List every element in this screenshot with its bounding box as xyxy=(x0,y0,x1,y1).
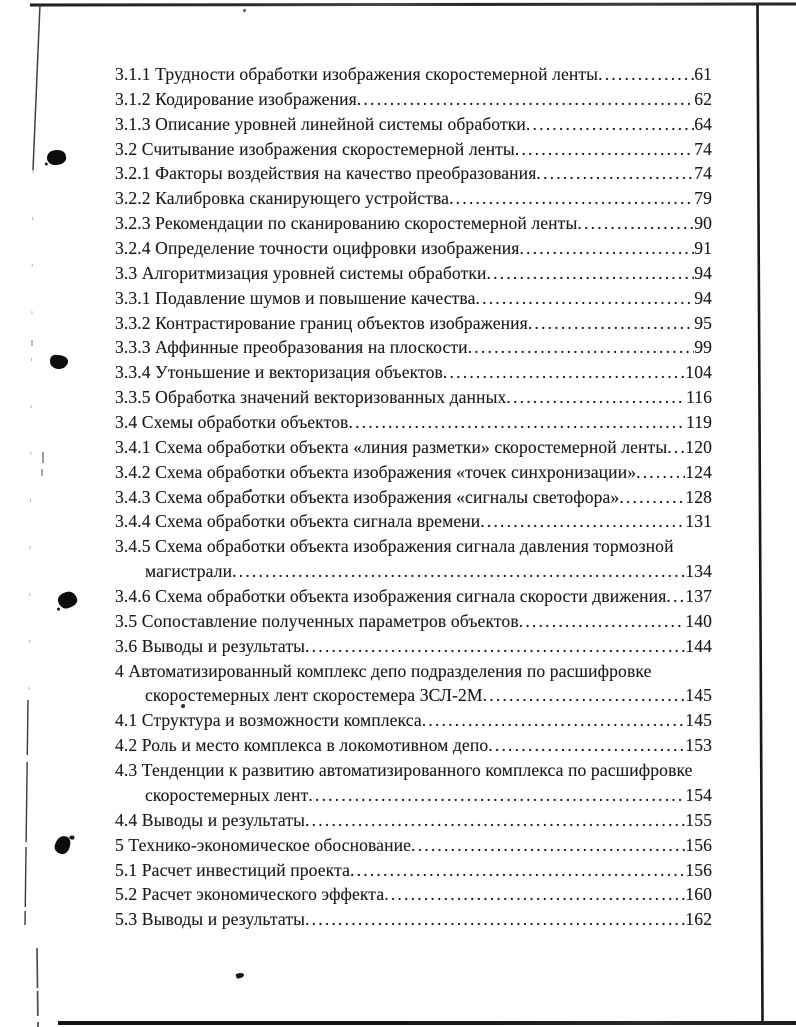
toc-entry-page: 128 xyxy=(685,486,712,507)
toc-entry-text: 3.1.1 Трудности обработки изображения скоростемерной ленты xyxy=(115,64,599,84)
toc-entry-page: 74 xyxy=(694,163,712,184)
toc-entry-text: 3.1.3 Описание уровней линейной системы обработки xyxy=(115,113,526,134)
toc-entry-page: 124 xyxy=(685,461,712,482)
toc-entry-page: 95 xyxy=(694,312,712,333)
dot-leader xyxy=(480,509,685,534)
scan-border-left-bottom xyxy=(37,948,38,1027)
dot-leader xyxy=(422,708,686,733)
toc-line xyxy=(115,410,712,435)
toc-line xyxy=(115,211,712,236)
toc-entry-page: 131 xyxy=(685,511,712,532)
dot-leader xyxy=(476,286,695,311)
toc-entry-page: 62 xyxy=(694,88,712,109)
toc-entry-page: 90 xyxy=(694,213,712,234)
toc-entry-page: 156 xyxy=(685,834,712,855)
scan-tick-mark xyxy=(42,452,44,463)
toc-entry-text: 5.3 Выводы и результаты xyxy=(115,909,306,930)
toc-entry-page: 79 xyxy=(694,188,712,209)
dot-leader xyxy=(506,385,686,410)
toc-entry-text: 3.4.3 Схема обработки объекта изображения «сигналы светофора» xyxy=(115,486,620,507)
dot-leader xyxy=(308,783,685,808)
toc-line xyxy=(115,882,712,907)
toc-entry-text: 4.3 Тенденции к развитию автоматизированного комплекса по расшифровке xyxy=(115,760,693,781)
dot-leader xyxy=(598,62,694,87)
toc-line xyxy=(115,261,712,286)
toc-line xyxy=(115,236,712,261)
dot-leader xyxy=(384,882,685,907)
toc-line xyxy=(115,683,712,708)
toc-entry-text: 3.4.2 Схема обработки объекта изображения «точек синхронизации» xyxy=(115,461,637,482)
toc-entry-text: магистрали xyxy=(145,561,233,582)
dot-leader xyxy=(515,137,694,162)
toc-entry-text: 3.2.1 Факторы воздействия на качество преобразования xyxy=(115,163,537,184)
dot-leader xyxy=(526,112,694,137)
toc-entry-text: 5 Технико-экономическое обоснование xyxy=(115,834,412,855)
toc-entry-page: 120 xyxy=(685,436,712,457)
toc-line xyxy=(115,186,712,211)
toc-line xyxy=(115,783,712,808)
toc-line xyxy=(115,534,712,559)
dot-leader xyxy=(468,335,695,360)
toc-entry-text: 5.2 Расчет экономического эффекта xyxy=(115,884,385,905)
toc-entry-page: 155 xyxy=(685,809,712,830)
toc-entry-page: 91 xyxy=(694,238,712,259)
toc-entry-text: 3.3.2 Контрастирование границ объектов изображения xyxy=(115,312,528,333)
toc-entry-page: 116 xyxy=(685,387,712,408)
toc-line xyxy=(115,509,712,534)
toc-entry-page: 144 xyxy=(685,635,712,656)
toc-entry-page: 154 xyxy=(685,784,712,805)
toc-entry-page: 134 xyxy=(685,561,712,582)
toc-entry-page: 137 xyxy=(685,586,712,607)
toc-entry-page: 162 xyxy=(685,909,712,930)
dot-leader xyxy=(357,87,694,112)
toc-entry-page: 145 xyxy=(685,710,712,731)
toc-entry-text: 3.3.4 Утоньшение и векторизация объектов xyxy=(115,362,443,383)
scan-speck xyxy=(243,9,246,12)
dot-leader xyxy=(666,584,685,609)
scan-tick-mark xyxy=(41,469,43,476)
toc-entry-text: 3.3.3 Аффинные преобразования на плоскости xyxy=(115,337,468,358)
toc-entry-text: 3.4.1 Схема обработки объекта «линия разметки» скоростемерной ленты xyxy=(115,436,668,457)
toc-entry-text: 4 Автоматизированный комплекс депо подразделения по расшифровке xyxy=(115,660,652,681)
toc-line xyxy=(115,460,712,485)
toc-line xyxy=(115,485,712,510)
scan-border-left-top xyxy=(33,4,40,170)
toc-line xyxy=(115,609,712,634)
dot-leader xyxy=(528,311,694,336)
dot-leader xyxy=(619,485,685,510)
toc-entry-page: 61 xyxy=(694,64,712,84)
toc-line xyxy=(115,907,712,932)
toc-entry-text: 3.4 Схемы обработки объектов xyxy=(115,412,349,433)
toc-entry-page: 119 xyxy=(685,412,712,433)
toc-entry-text: 3.3 Алгоритмизация уровней системы обработки xyxy=(115,262,487,283)
toc-line xyxy=(115,808,712,833)
dot-leader xyxy=(443,360,685,385)
dot-leader xyxy=(305,634,685,659)
toc-entry-text: 3.2.4 Определение точности оцифровки изображения xyxy=(115,238,520,259)
scan-border-right xyxy=(758,5,763,1022)
toc-entry-page: 145 xyxy=(685,685,712,706)
toc-line xyxy=(115,435,712,460)
toc-entry-text: 5.1 Расчет инвестиций проекта xyxy=(115,859,350,880)
toc-line xyxy=(115,360,712,385)
dot-leader xyxy=(305,907,685,932)
dot-leader xyxy=(483,683,686,708)
scan-border-bottom xyxy=(58,1021,796,1025)
toc-entry-text: 3.5 Сопоставление полученных параметров объектов xyxy=(115,610,519,631)
toc-line xyxy=(115,137,712,162)
toc-entry-page: 94 xyxy=(694,287,712,308)
toc-entry-text: 4.2 Роль и место комплекса в локомотивном депо xyxy=(115,735,489,756)
toc-entry-text: 3.2 Считывание изображения скоростемерной ленты xyxy=(115,138,515,159)
scan-border-left-mid xyxy=(29,170,33,690)
toc-line xyxy=(115,311,712,336)
dot-leader xyxy=(487,261,695,286)
toc-line xyxy=(115,659,712,684)
toc-line xyxy=(115,87,712,112)
dot-leader xyxy=(411,833,685,858)
toc-line xyxy=(115,758,712,783)
toc-line xyxy=(115,335,712,360)
toc-line xyxy=(115,112,712,137)
toc-line xyxy=(115,62,712,87)
toc-entry-page: 160 xyxy=(685,884,712,905)
toc-line xyxy=(115,161,712,186)
toc-line xyxy=(115,634,712,659)
toc-entry-text: скоростемерных лент скоростемера 3СЛ-2М xyxy=(145,685,483,706)
dot-leader xyxy=(305,808,685,833)
toc-entry-page: 74 xyxy=(694,138,712,159)
dot-leader xyxy=(348,410,685,435)
dot-leader xyxy=(232,559,685,584)
toc-entry-text: 3.4.6 Схема обработки объекта изображения сигнала скорости движения xyxy=(115,586,667,607)
table-of-contents xyxy=(115,62,712,932)
toc-entry-text: 3.3.5 Обработка значений векторизованных данных xyxy=(115,387,507,408)
toc-entry-text: 3.4.5 Схема обработки объекта изображения сигнала давления тормозной xyxy=(115,536,674,557)
toc-entry-page: 104 xyxy=(685,362,712,383)
toc-line xyxy=(115,584,712,609)
toc-line xyxy=(115,559,712,584)
toc-entry-page: 99 xyxy=(694,337,712,358)
toc-entry-text: 3.6 Выводы и результаты xyxy=(115,635,306,656)
toc-entry-text: 4.4 Выводы и результаты xyxy=(115,809,306,830)
dot-leader xyxy=(536,161,694,186)
dot-leader xyxy=(449,186,694,211)
scan-tick-mark xyxy=(31,340,33,346)
scan-border-left-low xyxy=(25,700,28,925)
dot-leader xyxy=(519,236,694,261)
toc-entry-page: 153 xyxy=(685,735,712,756)
toc-entry-page: 64 xyxy=(694,113,712,134)
toc-entry-text: скоростемерных лент xyxy=(145,784,309,805)
toc-entry-page: 94 xyxy=(694,262,712,283)
toc-line xyxy=(115,858,712,883)
toc-entry-text: 3.2.3 Рекомендации по сканированию скоростемерной ленты xyxy=(115,213,578,234)
toc-entry-page: 156 xyxy=(685,859,712,880)
toc-entry-text: 3.1.2 Кодирование изображения xyxy=(115,88,357,109)
dot-leader xyxy=(667,435,685,460)
toc-line xyxy=(115,733,712,758)
toc-entry-text: 3.3.1 Подавление шумов и повышение качества xyxy=(115,287,476,308)
toc-line xyxy=(115,833,712,858)
dot-leader xyxy=(488,733,685,758)
dot-leader xyxy=(519,609,686,634)
dot-leader xyxy=(577,211,694,236)
toc-entry-page: 140 xyxy=(685,610,712,631)
dot-leader xyxy=(636,460,685,485)
dot-leader xyxy=(350,858,685,883)
toc-line xyxy=(115,286,712,311)
toc-entry-text: 3.2.2 Калибровка сканирующего устройства xyxy=(115,188,450,209)
toc-line xyxy=(115,708,712,733)
toc-entry-text: 4.1 Структура и возможности комплекса xyxy=(115,710,422,731)
toc-entry-text: 3.4.4 Схема обработки объекта сигнала времени xyxy=(115,511,481,532)
toc-line xyxy=(115,385,712,410)
